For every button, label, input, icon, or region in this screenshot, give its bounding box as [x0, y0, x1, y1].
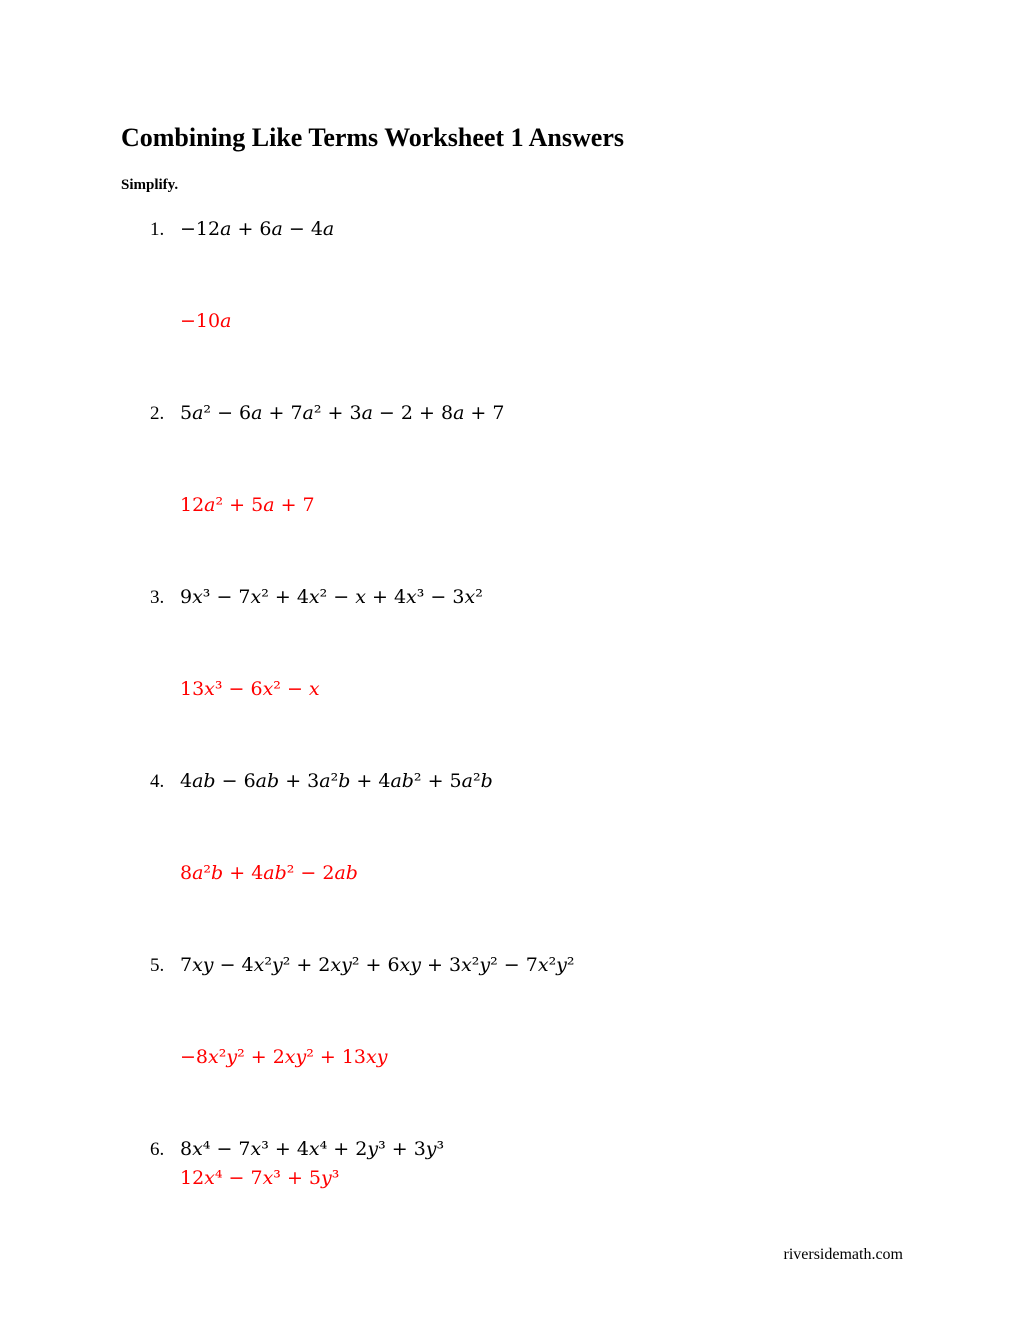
problem-number: 6. — [150, 1139, 165, 1160]
problem-5 — [150, 952, 575, 979]
answer-6: 12𝑥⁴ − 7𝑥³ + 5𝑦³ — [180, 1167, 340, 1189]
problem-number: 4. — [150, 771, 165, 792]
answer-2: 12𝑎² + 5𝑎 + 7 — [180, 494, 315, 516]
answer-3: 13𝑥³ − 6𝑥² − 𝑥 — [180, 678, 320, 700]
problem-expression: 8𝑥⁴ − 7𝑥³ + 4𝑥⁴ + 2𝑦³ + 3𝑦³ — [180, 1138, 445, 1160]
problem-3 — [150, 584, 483, 611]
problem-number: 5. — [150, 955, 165, 976]
answer-5: −8𝑥²𝑦² + 2𝑥𝑦² + 13𝑥𝑦 — [180, 1046, 388, 1068]
problem-expression: 5𝑎² − 6𝑎 + 7𝑎² + 3𝑎 − 2 + 8𝑎 + 7 — [180, 402, 505, 424]
problem-6 — [150, 1136, 444, 1163]
problem-expression: 7𝑥𝑦 − 4𝑥²𝑦² + 2𝑥𝑦² + 6𝑥𝑦 + 3𝑥²𝑦² − 7𝑥²𝑦² — [180, 954, 575, 976]
problem-number: 3. — [150, 587, 165, 608]
problem-expression: −12𝑎 + 6𝑎 − 4𝑎 — [180, 218, 335, 240]
problem-1 — [150, 216, 334, 243]
answer-4: 8𝑎²𝑏 + 4𝑎𝑏² − 2𝑎𝑏 — [180, 862, 358, 884]
problem-number: 1. — [150, 219, 165, 240]
page-title: Combining Like Terms Worksheet 1 Answers — [121, 123, 624, 152]
problem-4 — [150, 768, 493, 795]
footer-site: riversidemath.com — [783, 1246, 903, 1263]
problem-number: 2. — [150, 403, 165, 424]
answer-1: −10𝑎 — [180, 310, 232, 332]
instruction: Simplify. — [121, 177, 179, 193]
problem-expression: 9𝑥³ − 7𝑥² + 4𝑥² − 𝑥 + 4𝑥³ − 3𝑥² — [180, 586, 483, 608]
problem-expression: 4𝑎𝑏 − 6𝑎𝑏 + 3𝑎²𝑏 + 4𝑎𝑏² + 5𝑎²𝑏 — [180, 770, 493, 792]
problem-2 — [150, 400, 504, 427]
